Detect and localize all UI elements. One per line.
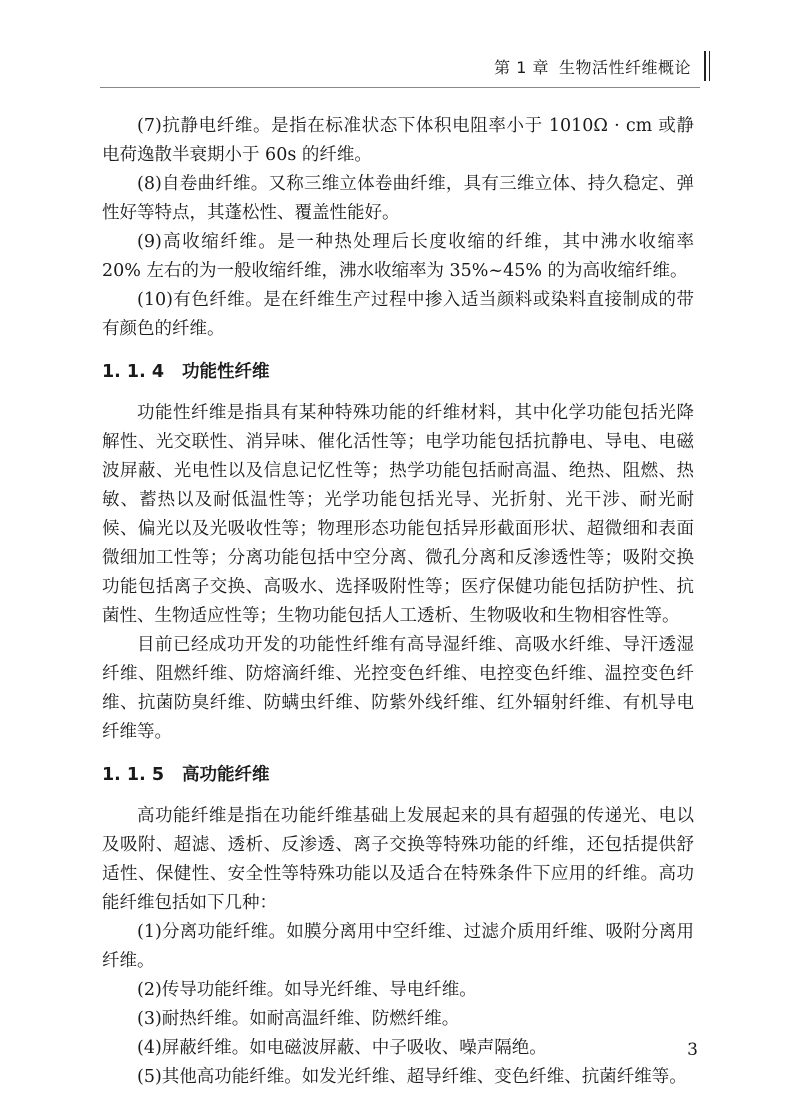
paragraph: 高功能纤维是指在功能纤维基础上发展起来的具有超强的传递光、电以及吸附、超滤、透析、反渗透、离子交换等特殊功能的纤维，还包括提供舒适性、保健性、安全性等特殊功能以及适合在特殊条件下应用的纤维。高功能纤维包括如下几种：	[102, 806, 694, 913]
header-chapter: 第 1 章	[494, 57, 549, 77]
header-decoration	[701, 51, 710, 81]
paragraph-item-7: (7)抗静电纤维。是指在标准状态下体积电阻率小于 1010Ω · cm 或静电荷逸散半衰期小于 60s 的纤维。	[102, 116, 694, 165]
page-body	[102, 112, 694, 1092]
paragraph-item-10: (10)有色纤维。是在纤维生产过程中掺入适当颜料或染料直接制成的带有颜色的纤维。	[102, 290, 694, 339]
section-number: 1. 1. 5	[102, 765, 165, 785]
list-item: (5)其他高功能纤维。如发光纤维、超导纤维、变色纤维、抗菌纤维等。	[137, 1067, 687, 1087]
header-title: 生物活性纤维概论	[558, 57, 691, 77]
section-number: 1. 1. 4	[102, 362, 165, 382]
list-item: (3)耐热纤维。如耐高温纤维、防燃纤维。	[137, 1009, 460, 1029]
section-heading-114	[102, 358, 694, 387]
section-heading-115	[102, 761, 694, 790]
page-number: 3	[687, 1040, 698, 1060]
header-rule	[100, 87, 700, 88]
section-title: 高功能纤维	[182, 765, 270, 785]
list-item: (2)传导功能纤维。如导光纤维、导电纤维。	[137, 980, 477, 1000]
section-title: 功能性纤维	[182, 362, 270, 382]
running-header	[494, 50, 710, 82]
list-item: (1)分离功能纤维。如膜分离用中空纤维、过滤介质用纤维、吸附分离用纤维。	[102, 922, 694, 971]
list-item: (4)屏蔽纤维。如电磁波屏蔽、中子吸收、噪声隔绝。	[137, 1038, 547, 1058]
paragraph: 功能性纤维是指具有某种特殊功能的纤维材料，其中化学功能包括光降解性、光交联性、消异味、催化活性等；电学功能包括抗静电、导电、电磁波屏蔽、光电性以及信息记忆性等；热学功能包括耐高温、绝热、阻燃、热敏、蓄热以及耐低温性等；光学功能包括光导、光折射、光干涉、耐光耐候、偏光以及光吸收性等；物理形态功能包括异形截面形状、超微细和表面微细加工性等；分离功能包括中空分离、微孔分离和反渗透性等；吸附交换功能包括离子交换、高吸水、选择吸附性等；医疗保健功能包括防护性、抗菌性、生物适应性等；生物功能包括人工透析、生物吸收和生物相容性等。	[102, 403, 694, 626]
paragraph: 目前已经成功开发的功能性纤维有高导湿纤维、高吸水纤维、导汗透湿纤维、阻燃纤维、防熔滴纤维、光控变色纤维、电控变色纤维、温控变色纤维、抗菌防臭纤维、防螨虫纤维、防紫外线纤维、红外辐射纤维、有机导电纤维等。	[102, 635, 694, 742]
paragraph-item-9: (9)高收缩纤维。是一种热处理后长度收缩的纤维，其中沸水收缩率 20% 左右的为一般收缩纤维，沸水收缩率为 35%~45% 的为高收缩纤维。	[102, 232, 694, 281]
paragraph-item-8: (8)自卷曲纤维。又称三维立体卷曲纤维，具有三维立体、持久稳定、弹性好等特点，其蓬松性、覆盖性能好。	[102, 174, 694, 223]
